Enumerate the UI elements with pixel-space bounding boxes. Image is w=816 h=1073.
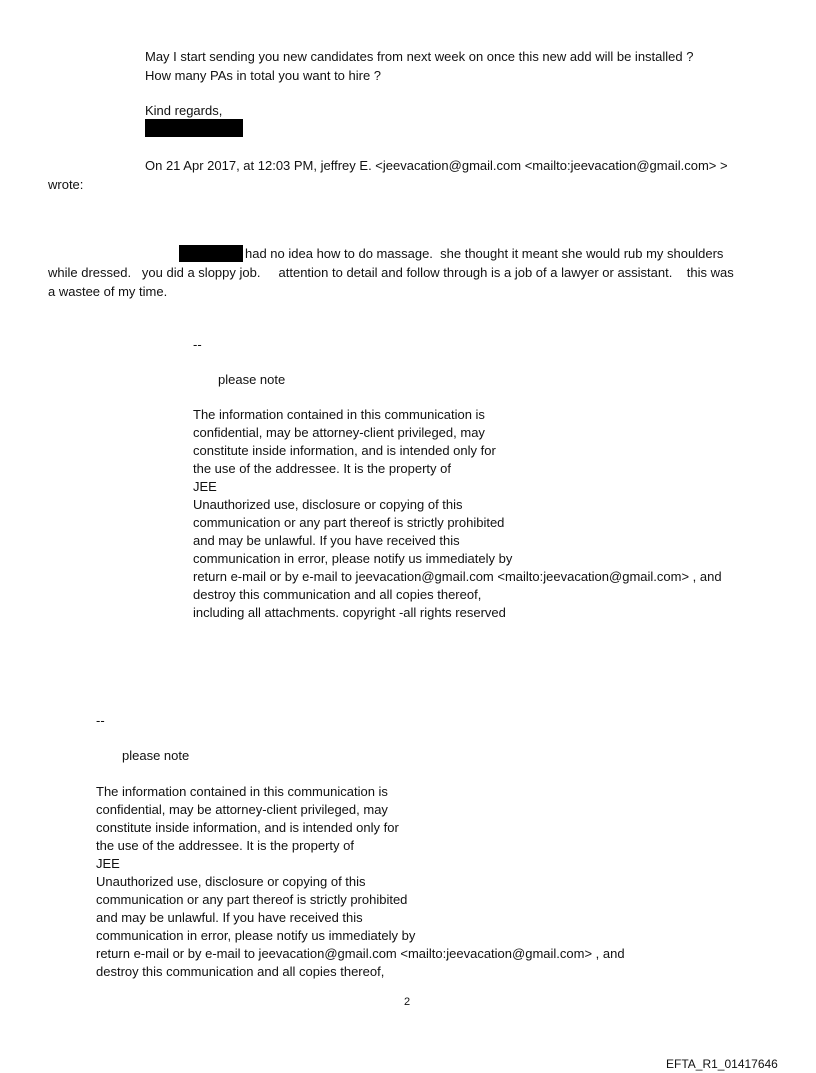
outer-disclaimer-heading: please note [122, 748, 190, 763]
quoted-header-line-2: wrote: [48, 177, 84, 192]
reply-line-1: May I start sending you new candidates from next week on once this new add will be installed ? [145, 49, 694, 64]
outer-disclaimer-line: communication in error, please notify us immediately by [96, 928, 416, 943]
outer-disclaimer-line: communication or any part thereof is strictly prohibited [96, 892, 408, 907]
quoted-message-line-3: a wastee of my time. [48, 284, 168, 299]
outer-disclaimer-line: return e-mail or by e-mail to jeevacation@gmail.com <mailto:jeevacation@gmail.com> , and [96, 946, 625, 961]
redaction-bar-signature [145, 119, 243, 137]
inner-disclaimer-line: JEE [193, 479, 217, 494]
reply-line-2: How many PAs in total you want to hire ? [145, 68, 382, 83]
reply-closing: Kind regards, [145, 103, 223, 118]
inner-disclaimer-line: return e-mail or by e-mail to jeevacation@gmail.com <mailto:jeevacation@gmail.com> , and [193, 569, 722, 584]
outer-disclaimer-line: and may be unlawful. If you have received this [96, 910, 363, 925]
outer-separator: -- [96, 713, 105, 728]
outer-disclaimer-line: Unauthorized use, disclosure or copying of this [96, 874, 366, 889]
outer-disclaimer-line: The information contained in this communication is [96, 784, 388, 799]
inner-separator: -- [193, 337, 202, 352]
inner-disclaimer-line: and may be unlawful. If you have received this [193, 533, 460, 548]
quoted-message-line-2: while dressed. you did a sloppy job. attention to detail and follow through is a job of a lawyer or assistant. this was [48, 265, 734, 280]
inner-disclaimer-line: Unauthorized use, disclosure or copying of this [193, 497, 463, 512]
outer-disclaimer-line: constitute inside information, and is intended only for [96, 820, 399, 835]
inner-disclaimer-line: constitute inside information, and is intended only for [193, 443, 496, 458]
page-number: 2 [404, 996, 411, 1008]
inner-disclaimer-line: the use of the addressee. It is the property of [193, 461, 451, 476]
quoted-message-line-1: had no idea how to do massage. she thought it meant she would rub my shoulders [245, 246, 724, 261]
inner-disclaimer-line: communication or any part thereof is strictly prohibited [193, 515, 505, 530]
outer-disclaimer-line: the use of the addressee. It is the property of [96, 838, 354, 853]
bates-number: EFTA_R1_01417646 [666, 1057, 778, 1071]
inner-disclaimer-line: communication in error, please notify us immediately by [193, 551, 513, 566]
inner-disclaimer-line: destroy this communication and all copies thereof, [193, 587, 482, 602]
redaction-bar-name [179, 245, 243, 262]
quoted-header-line-1: On 21 Apr 2017, at 12:03 PM, jeffrey E. <jeevacation@gmail.com <mailto:jeevacation@gmail.com> > [145, 158, 728, 173]
inner-disclaimer-line: confidential, may be attorney-client privileged, may [193, 425, 485, 440]
outer-disclaimer-line: destroy this communication and all copies thereof, [96, 964, 385, 979]
inner-disclaimer-line: The information contained in this communication is [193, 407, 485, 422]
inner-disclaimer-line: including all attachments. copyright -all rights reserved [193, 605, 506, 620]
outer-disclaimer-line: JEE [96, 856, 120, 871]
inner-disclaimer-heading: please note [218, 372, 286, 387]
outer-disclaimer-line: confidential, may be attorney-client privileged, may [96, 802, 388, 817]
